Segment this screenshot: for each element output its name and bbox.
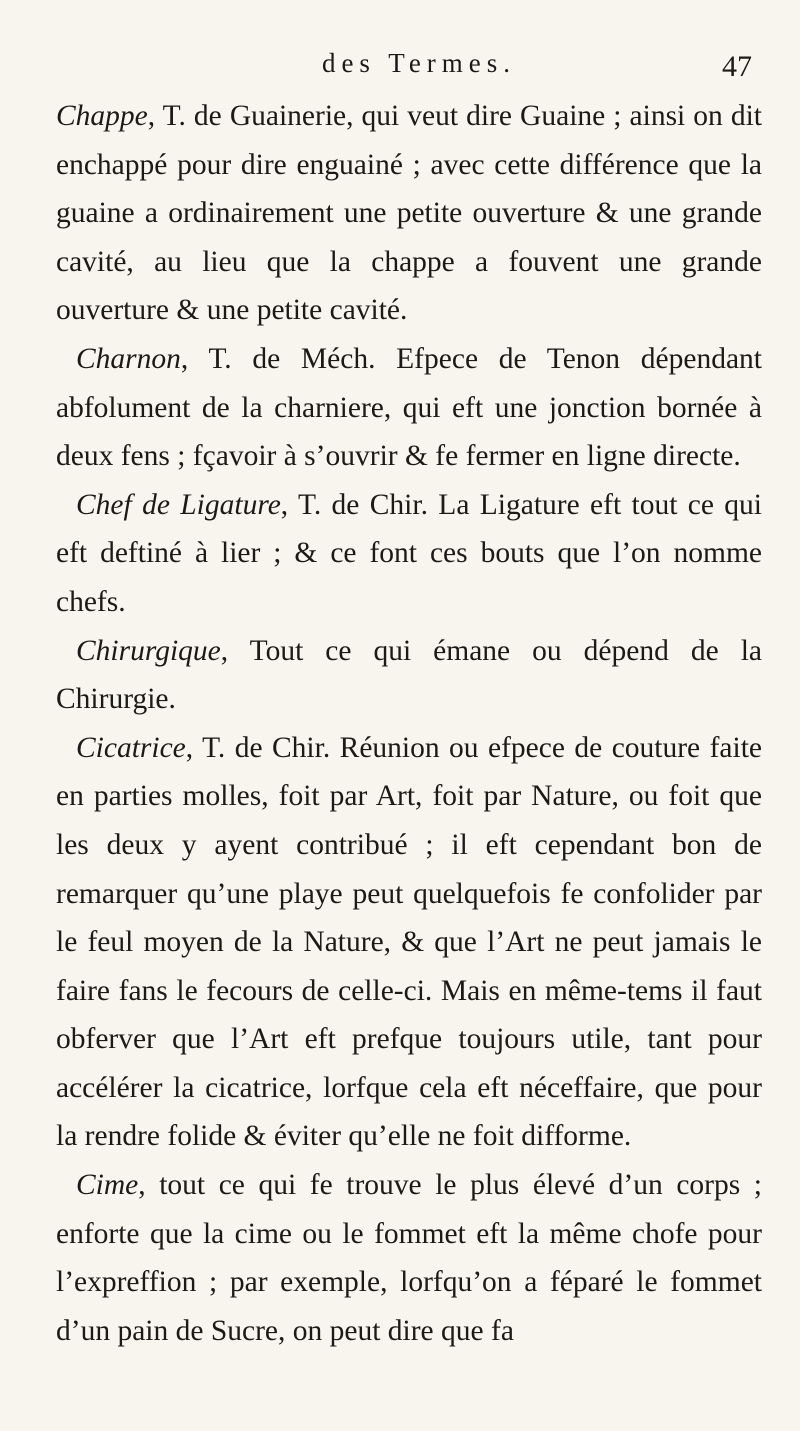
entry-chirurgique: [56, 627, 762, 724]
entry-cime: [56, 1161, 762, 1355]
entry-definition: , T. de Chir. La Ligature eft tout ce qui eft deftiné à lier ; & ce font ces bouts que l’on nomme chefs.: [56, 488, 762, 618]
page-number: 47: [722, 50, 752, 83]
entry-charnon: [56, 335, 762, 481]
entry-term: Charnon: [76, 342, 181, 375]
entry-definition: , T. de Chir. Réunion ou efpece de couture faite en parties molles, foit par Art, foit par Nature, ou foit que les deux y ayent contribué ; il eft cependant bon de remarquer qu’une playe peut quelquefois fe confolider par le feul moyen de la Nature, & que l’Art ne peut jamais le faire fans le fecours de celle-ci. Mais en même-tems il faut obferver que l’Art eft prefque toujours utile, tant pour accélérer la cicatrice, lorfque cela eft néceffaire, que pour la rendre folide & éviter qu’elle ne foit difforme.: [56, 731, 762, 1153]
entry-term: Chirurgique: [76, 634, 221, 667]
entry-definition: , T. de Méch. Efpece de Tenon dépendant abfolument de la charniere, qui eft une jonction bornée à deux fens ; fçavoir à s’ouvrir & fe fermer en ligne directe.: [56, 342, 762, 473]
entry-definition: , T. de Guainerie, qui veut dire Guaine ; ainsi on dit enchappé pour dire enguainé ; avec cette différence que la guaine a ordinairement une petite ouverture & une grande cavité, au lieu que la chappe a fouvent une grande ouverture & une petite cavité.: [56, 100, 762, 327]
running-head: [56, 48, 762, 92]
entry-cicatrice: [56, 724, 762, 1161]
entry-term: Chef de Ligature: [76, 488, 281, 521]
entry-chef-de-ligature: [56, 481, 762, 627]
entry-chappe: [56, 92, 762, 335]
entry-term: Cicatrice: [76, 731, 186, 764]
entry-term: Cime: [76, 1169, 139, 1202]
dictionary-text: [56, 92, 762, 1355]
entry-definition: , Tout ce qui émane ou dépend de la Chirurgie.: [56, 634, 762, 716]
entry-term: Chappe: [56, 100, 148, 132]
running-head-title: des Termes.: [321, 48, 517, 78]
entry-definition: , tout ce qui fe trouve le plus élevé d’un corps ; enforte que la cime ou le fommet eft la même chofe pour l’expreffion ; par exemple, lorfqu’on a féparé le fommet d’un pain de Sucre, on peut dire que fa: [56, 1169, 762, 1347]
